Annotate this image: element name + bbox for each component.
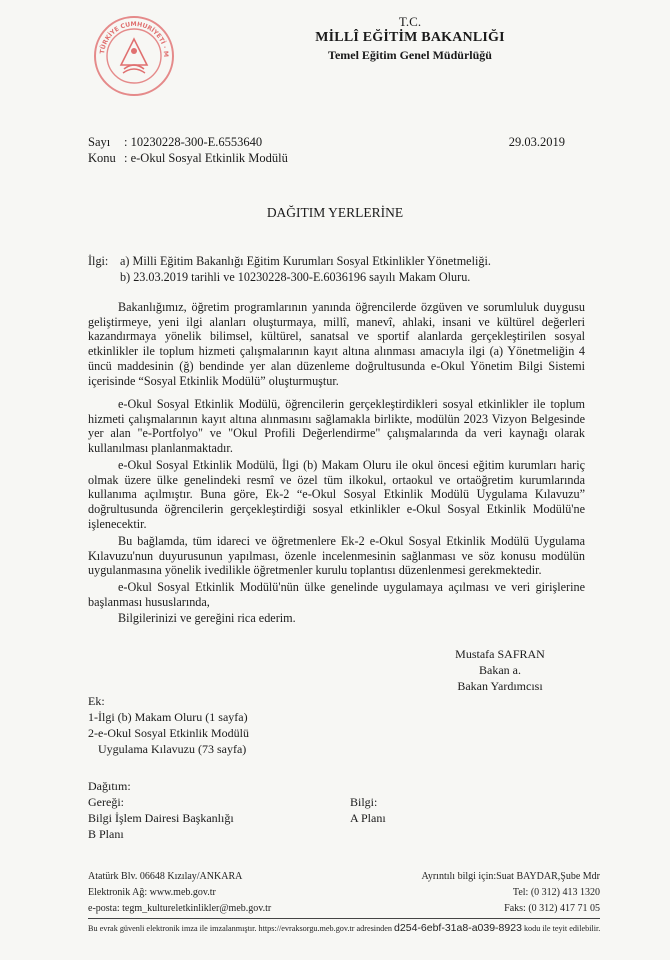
signer-name: Mustafa SAFRAN (455, 647, 545, 661)
verification-code: d254-6ebf-31a8-a039-8923 (394, 922, 522, 934)
header-tc: T.C. (398, 14, 422, 29)
verification-suffix: kodu ile teyit edilebilir. (523, 924, 601, 933)
sayi-value: : 10230228-300-E.6553640 (124, 135, 263, 149)
konu-label: Konu (88, 151, 116, 165)
header-ministry: MİLLÎ EĞİTİM BAKANLIĞI (315, 30, 505, 45)
footer-divider (88, 918, 600, 919)
paragraph-4: Bu bağlamda, tüm idareci ve öğretmenlere Ek-2 e-Okul Sosyal Etkinlik Modülü Uygulama Kılavuzu'nun duyurusunun yapılması, özenle incelenmesinin sağlanması ve söz konusu modülün uygulanmasına yönelik ivedilikle öğretmenler kurulu toplantısı düzenlenmesi gerekmektedir. (88, 534, 585, 578)
signer-title-1: Bakan a. (479, 663, 521, 677)
geregi-label: Gereği: (88, 795, 124, 809)
footer-contact: Ayrıntılı bilgi için:Suat BAYDAR,Şube Mdr (421, 871, 600, 882)
paragraph-2: e-Okul Sosyal Etkinlik Modülü, öğrencilerin gerçekleştirdikleri sosyal etkinlikler ile toplum hizmeti çalışmalarının kayıt altına alınmasını sağlamakla birlikte, modülün 2023 Vizyon Belgesinde yer alan "e-Portfolyo" ve "Okul Profili Değerlendirme" çalışmalarında da veri kaynağı olarak kullanılması planlanmaktadır. (88, 397, 585, 456)
document-date: 29.03.2019 (508, 135, 565, 149)
ek-item-2a: 2-e-Okul Sosyal Etkinlik Modülü (88, 726, 249, 740)
svg-text:TÜRKİYE CUMHURİYETİ · MİLLİ EĞ: TÜRKİYE CUMHURİYETİ · M (99, 20, 170, 58)
ministry-seal-logo (93, 15, 175, 97)
ek-item-1: 1-İlgi (b) Makam Oluru (1 sayfa) (88, 710, 248, 724)
ilgi-a: a) Milli Eğitim Bakanlığı Eğitim Kurumları Sosyal Etkinlikler Yönetmeliği. (120, 254, 491, 268)
paragraph-3: e-Okul Sosyal Etkinlik Modülü, İlgi (b) Makam Oluru ile okul öncesi eğitim kurumları hariç olmak üzere ülke genelindeki resmî ve özel tüm ilkokul, ortaokul ve ortaöğretim kurumlarında kullanıma açılmıştır. Buna göre, Ek-2 “e-Okul Sosyal Etkinlik Modülü Uygulama Kılavuzu” doğrultusunda öğrencilerin gerçekleştirdiği sosyal etkinlikler e-Okul Sosyal Etkinlik Modülü'ne işlenecektir. (88, 458, 585, 531)
bilgi-item-1: A Planı (350, 811, 386, 825)
footer-tel: Tel: (0 312) 413 1320 (512, 887, 600, 898)
footer-email[interactable]: e-posta: tegm_kultureletkinlikler@meb.gov.tr (88, 903, 272, 914)
signer-title-2: Bakan Yardımcısı (457, 679, 543, 693)
geregi-item-2: B Planı (88, 827, 124, 841)
ek-label: Ek: (88, 694, 105, 708)
ilgi-label: İlgi: (88, 254, 109, 268)
ek-item-2b: Uygulama Kılavuzu (73 sayfa) (98, 742, 247, 756)
footer-address: Atatürk Blv. 06648 Kızılay/ANKARA (88, 871, 243, 882)
sayi-label: Sayı (88, 135, 111, 149)
geregi-item-1: Bilgi İşlem Dairesi Başkanlığı (88, 811, 234, 825)
document-title: DAĞITIM YERLERİNE (266, 205, 404, 220)
verification-note (88, 922, 608, 934)
header-directorate: Temel Eğitim Genel Müdürlüğü (328, 48, 492, 62)
bilgi-label: Bilgi: (350, 795, 378, 809)
konu-value: : e-Okul Sosyal Etkinlik Modülü (124, 151, 288, 165)
verification-prefix: Bu evrak güvenli elektronik imza ile imzalanmıştır. https://evraksorgu.meb.gov.tr adresinden (88, 924, 392, 933)
footer-web: Elektronik Ağ: www.meb.gov.tr (88, 887, 216, 898)
dagitim-label: Dağıtım: (88, 779, 131, 793)
ilgi-b: b) 23.03.2019 tarihli ve 10230228-300-E.6036196 sayılı Makam Oluru. (120, 270, 471, 284)
paragraph-5: e-Okul Sosyal Etkinlik Modülü'nün ülke genelinde uygulamaya açılması ve veri girişlerine başlanması hususlarında, (88, 580, 585, 609)
paragraph-1: Bakanlığımız, öğretim programlarının yanında öğrencilerde özgüven ve sorumluluk duygusu geliştirmeye, yeni ilgi alanları oluşturmaya, millî, manevî, ahlaki, insani ve kültürel değerleri kazandırmaya yönelik bilimsel, kültürel, sanatsal ve sportif alanlarda gerçekleştirilen sosyal etkinlikler ile toplum hizmeti çalışmalarının kayıt altına alınması amacıyla ilgi (a) Yönetmeliğin 4 üncü maddesinin (ğ) bendinde yer alan düzenleme doğrultusunda e-Okul Yönetim Bilgi Sistemi içerisinde “Sosyal Etkinlik Modülü” oluşturmuştur. (88, 300, 585, 388)
footer-fax: Faks: (0 312) 417 71 05 (504, 903, 600, 914)
paragraph-6: Bilgilerinizi ve gereğini rica ederim. (118, 611, 296, 625)
